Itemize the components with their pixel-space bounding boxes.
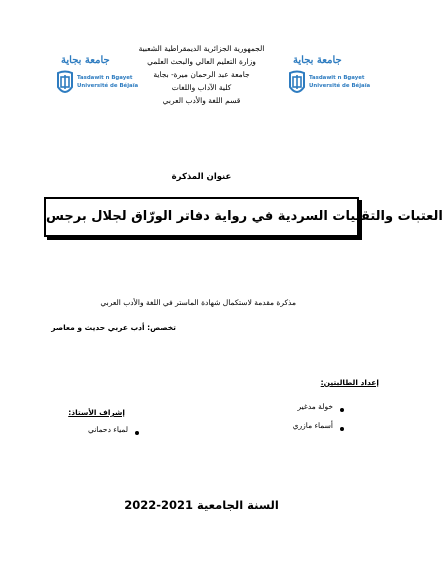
bullet-icon — [340, 408, 344, 412]
university-emblem-icon — [287, 71, 307, 97]
specialty: تخصص: أدب عربي حديث و معاصر — [51, 323, 176, 332]
student-name-1: خولة مدغير — [297, 402, 333, 411]
bullet-icon — [135, 431, 139, 435]
memoir-title-label: عنوان المذكرة — [171, 172, 232, 182]
header-line-faculty: كلية الآداب واللغات — [171, 83, 232, 92]
university-emblem-icon — [55, 71, 75, 97]
logo-kabyle-name: Tasdawit n Bgayet — [77, 75, 133, 81]
bullet-icon — [340, 427, 344, 431]
logo-arabic-name: جامعة بجاية — [293, 55, 342, 66]
university-logo-right — [287, 55, 371, 112]
memoir-subtitle: مذكرة مقدمة لاستكمال شهادة الماستر في اللغة والأدب العربي — [100, 298, 296, 307]
header-line-university: جامعة عبد الرحمان ميرة- بجاية — [153, 70, 250, 79]
header-line-ministry: وزارة التعليم العالي والبحث العلمي — [147, 57, 256, 66]
supervisor-name: لمياء دحماني — [87, 425, 128, 434]
memoir-title: العتبات والتقنيات السردية في رواية دفاتر الورّاق لجلال برجس — [46, 209, 443, 224]
logo-french-name: Université de Béjaïa — [77, 83, 139, 89]
logo-arabic-name: جامعة بجاية — [61, 55, 110, 66]
logo-french-name: Université de Béjaïa — [309, 83, 371, 89]
header-line-department: قسم اللغة والأدب العربي — [162, 96, 241, 105]
memoir-title-box — [44, 197, 443, 237]
students-label: إعداد الطالبتين: — [320, 378, 379, 387]
header-line-republic: الجمهورية الجزائرية الديمقراطية الشعبية — [138, 44, 265, 53]
supervisor-label: إشراف الأستاذ: — [68, 408, 125, 417]
university-logo-left — [55, 55, 139, 112]
student-name-2: أسماء مازري — [292, 421, 333, 430]
academic-year: السنة الجامعية 2021-2022 — [124, 498, 279, 512]
logo-kabyle-name: Tasdawit n Bgayet — [309, 75, 365, 81]
